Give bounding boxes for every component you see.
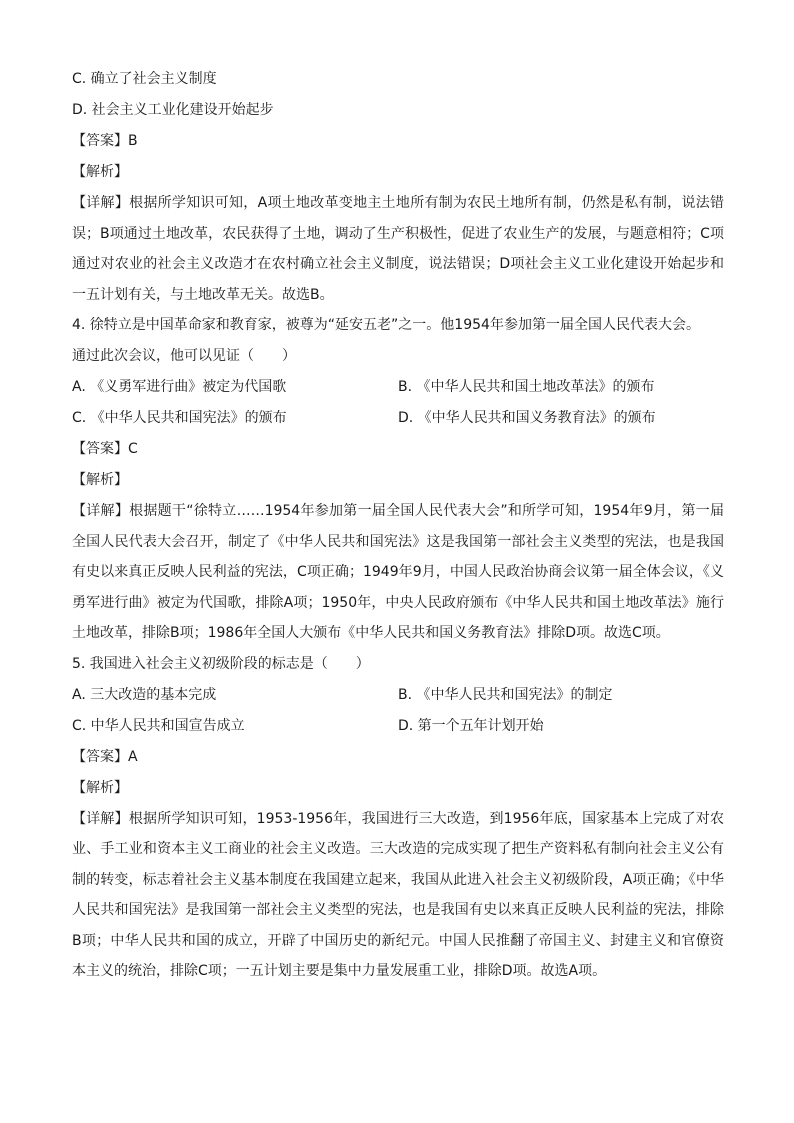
q4-detail: 【详解】根据题干“徐特立……1954年参加第一届全国人民代表大会”和所学可知，1954年9月，第一届全国人民代表大会召开，制定了《中华人民共和国宪法》这是我国第一部社会主义类型的宪法，也是我国有史以来真正反映人民利益的宪法，C项正确；1949年9月，中国人民政治协商会议第一届全体会议，《义勇军进行曲》被定为代国歌，排除A项；1950年，中央人民政府颁布《中华人民共和国土地改革法》施行土地改革，排除B项；1986年全国人大颁布《中华人民共和国义务教育法》排除D项。故选C项。 (72, 503, 724, 641)
q4-analysis-label: 【解析】 (72, 472, 128, 488)
q5-answer: 【答案】A (72, 748, 138, 765)
document-page (72, 64, 724, 987)
q5-analysis-label: 【解析】 (72, 779, 128, 796)
q4-options-row1 (72, 372, 724, 403)
q3-option-d: D. 社会主义工业化建设开始起步 (72, 102, 274, 118)
q5-option-a: A. 三大改造的基本完成 (72, 686, 217, 703)
q4-option-a: A. 《义勇军进行曲》被定为代国歌 (72, 379, 287, 395)
q5-option-d: D. 第一个五年计划开始 (398, 717, 544, 734)
q3-answer: 【答案】B (72, 133, 138, 149)
q5-stem: 5. 我国进入社会主义初级阶段的标志是（ ） (72, 655, 370, 672)
q3-detail: 【详解】根据所学知识可知，A项土地改革变地主土地所有制为农民土地所有制，仍然是私有制，说法错误；B项通过土地改革，农民获得了土地，调动了生产积极性，促进了农业生产的发展，与题意相符；C项通过对农业的社会主义改造才在农村确立社会主义制度，说法错误；D项社会主义工业化建设开始起步和一五计划有关，与土地改革无关。故选B。 (72, 195, 724, 303)
q4-option-d: D. 《中华人民共和国义务教育法》的颁布 (398, 410, 656, 426)
q4-stem-line1: 4. 徐特立是中国革命家和教育家，被尊为“延安五老”之一。他1954年参加第一届全国人民代表大会。 (72, 317, 700, 333)
q5-option-b: B. 《中华人民共和国宪法》的制定 (398, 686, 613, 703)
q3-analysis-label: 【解析】 (72, 164, 128, 180)
q4-stem-line2: 通过此次会议，他可以见证（ ） (72, 348, 296, 364)
q4-option-c: C. 《中华人民共和国宪法》的颁布 (72, 410, 287, 426)
q4-answer: 【答案】C (72, 441, 138, 457)
q5-options-row2 (72, 711, 724, 742)
q4-option-b: B. 《中华人民共和国土地改革法》的颁布 (398, 379, 655, 395)
q5-options-row1 (72, 680, 724, 711)
q5-detail: 【详解】根据所学知识可知，1953-1956年，我国进行三大改造，到1956年底，国家基本上完成了对农业、手工业和资本主义工商业的社会主义改造。三大改造的完成实现了把生产资料私有制向社会主义公有制的转变，标志着社会主义基本制度在我国建立起来，我国从此进入社会主义初级阶段，A项正确；《中华人民共和国宪法》是我国第一部社会主义类型的宪法，也是我国有史以来真正反映人民利益的宪法，排除B项；中华人民共和国的成立，开辟了中国历史的新纪元。中国人民推翻了帝国主义、封建主义和官僚资本主义的统治，排除C项；一五计划主要是集中力量发展重工业，排除D项。故选A项。 (72, 810, 724, 979)
q3-option-c: C. 确立了社会主义制度 (72, 71, 217, 87)
q5-option-c: C. 中华人民共和国宣告成立 (72, 717, 245, 734)
q4-options-row2 (72, 403, 724, 434)
